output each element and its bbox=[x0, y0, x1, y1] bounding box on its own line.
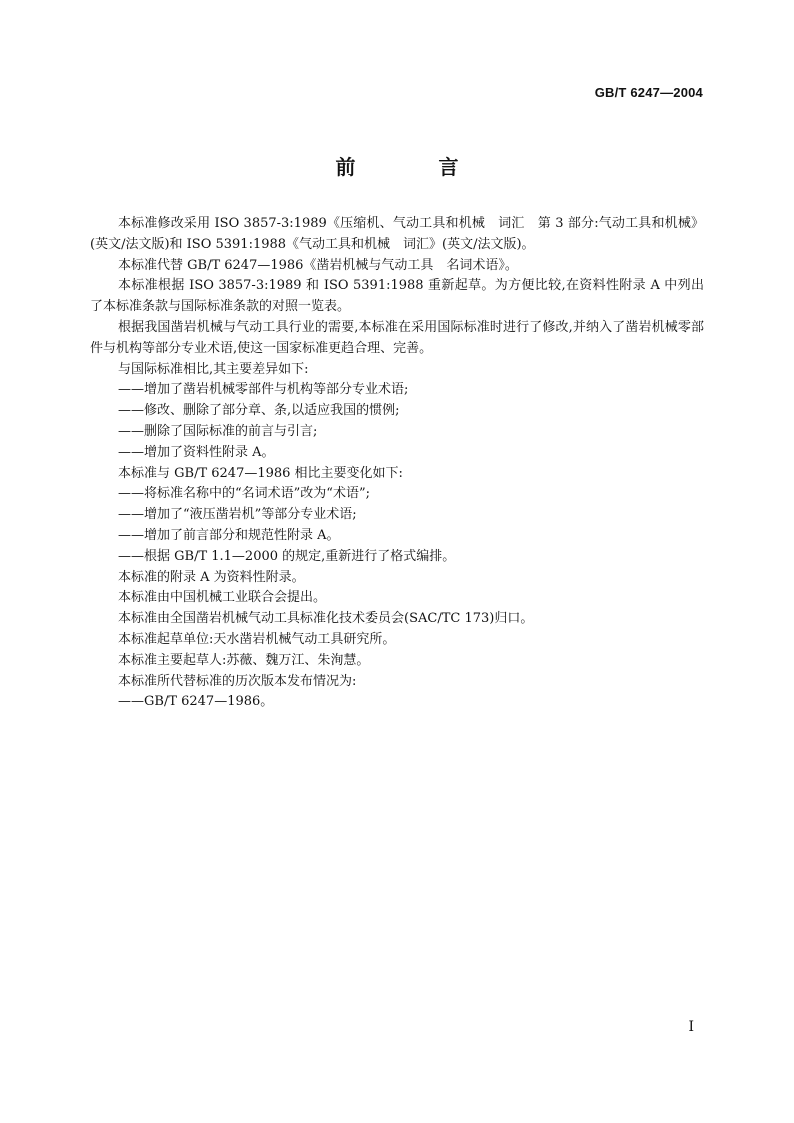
list-item: ——增加了资料性附录 A。 bbox=[118, 444, 275, 460]
paragraph-replaces: 本标准代替 GB/T 6247—1986《凿岩机械与气动工具 名词术语》。 bbox=[118, 257, 518, 273]
paragraph-proposed-by: 本标准由中国机械工业联合会提出。 bbox=[118, 590, 327, 606]
list-item: ——将标准名称中的“名词术语”改为“术语”; bbox=[118, 486, 370, 502]
page-title: 前 言 bbox=[335, 155, 497, 179]
foreword-body bbox=[90, 214, 704, 713]
list-item: ——增加了凿岩机械零部件与机构等部分专业术语; bbox=[118, 382, 409, 398]
paragraph-drafting-unit: 本标准起草单位:天水凿岩机械气动工具研究所。 bbox=[118, 631, 396, 647]
paragraph-drafters: 本标准主要起草人:苏薇、魏万江、朱洵慧。 bbox=[118, 652, 370, 668]
paragraph-changes-intro: 本标准与 GB/T 6247—1986 相比主要变化如下: bbox=[118, 465, 403, 481]
standard-code: GB/T 6247—2004 bbox=[594, 85, 703, 100]
paragraph-redrafted: 本标准根据 ISO 3857-3:1989 和 ISO 5391:1988 重新起草。为方便比较,在资料性附录 A 中列出了本标准条款与国际标准条款的对照一览表。 bbox=[90, 278, 704, 315]
list-item: ——修改、删除了部分章、条,以适应我国的惯例; bbox=[118, 403, 400, 419]
page-number: I bbox=[688, 1019, 694, 1035]
list-item: ——GB/T 6247—1986。 bbox=[118, 694, 274, 710]
list-item: ——增加了前言部分和规范性附录 A。 bbox=[118, 527, 340, 543]
list-item: ——根据 GB/T 1.1—2000 的规定,重新进行了格式编排。 bbox=[118, 548, 456, 564]
paragraph-differences-intro: 与国际标准相比,其主要差异如下: bbox=[118, 361, 309, 377]
paragraph-annex: 本标准的附录 A 为资料性附录。 bbox=[118, 569, 305, 585]
paragraph-history-intro: 本标准所代替标准的历次版本发布情况为: bbox=[118, 673, 357, 689]
paragraph-adoption: 本标准修改采用 ISO 3857-3:1989《压缩机、气动工具和机械 词汇 第 3 部分:气动工具和机械》(英文/法文版)和 ISO 5391:1988《气动工具和机械 词汇》(英文/法文版)。 bbox=[90, 216, 704, 252]
paragraph-modification: 根据我国凿岩机械与气动工具行业的需要,本标准在采用国际标准时进行了修改,并纳入了凿岩机械零部件与机构等部分专业术语,使这一国家标准更趋合理、完善。 bbox=[90, 319, 704, 356]
list-item: ——删除了国际标准的前言与引言; bbox=[118, 423, 318, 439]
list-item: ——增加了“液压凿岩机”等部分专业术语; bbox=[118, 507, 357, 523]
paragraph-technical-committee: 本标准由全国凿岩机械气动工具标准化技术委员会(SAC/TC 173)归口。 bbox=[118, 611, 534, 627]
